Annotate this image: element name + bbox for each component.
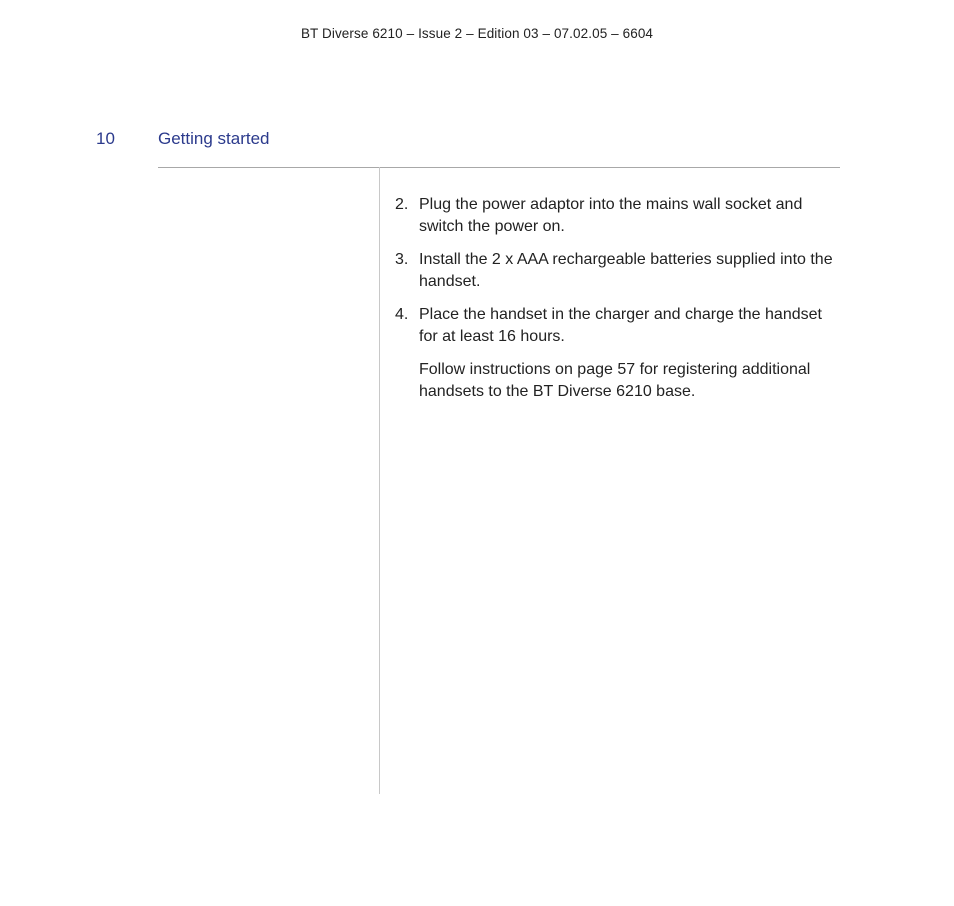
step-text: Install the 2 x AAA rechargeable batteries supplied into the handset.: [419, 251, 833, 290]
column-divider: [379, 167, 380, 794]
step-item: [393, 304, 845, 348]
running-header: BT Diverse 6210 – Issue 2 – Edition 03 – 07.02.05 – 6604: [300, 26, 654, 41]
step-text: Place the handset in the charger and charge the handset for at least 16 hours.: [419, 306, 822, 345]
step-text: Plug the power adaptor into the mains wall socket and switch the power on.: [419, 196, 803, 235]
step-note: Follow instructions on page 57 for registering additional handsets to the BT Diverse 6210 base.: [419, 361, 811, 400]
step-item: [393, 194, 845, 238]
instruction-steps: [393, 194, 845, 403]
step-number: 3.: [395, 251, 409, 268]
step-note-item: [393, 359, 845, 403]
header-divider: [158, 167, 840, 168]
step-number: 2.: [395, 196, 409, 213]
section-title: Getting started: [158, 129, 270, 148]
page-number: 10: [96, 129, 115, 148]
step-number: 4.: [395, 306, 409, 323]
step-item: [393, 249, 845, 293]
